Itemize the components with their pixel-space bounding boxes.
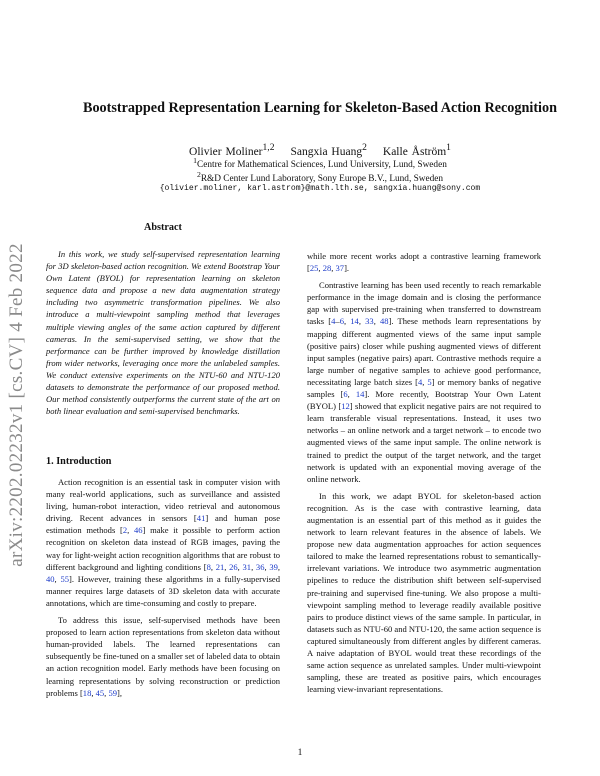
citation-link[interactable]: 28 — [322, 263, 332, 274]
paragraph-text: In this work, we adapt BYOL for skeleton-based action recognition. As is the case with contrastive learning, data augmentation is an essential part of this method as it guides the network to learn relevant features in the absence of labels. We propose new data augmentation approaches for action sequences tailored to make the learned representations robust to semantically-irrelevant variations. We introduce two asymmetric augmentation pipelines to reduce the distribution shift between self-supervised pre-training and supervised fine-tuning. We also propose a multi-viewpoint sampling method to leverage readily available positive pairs to produce distinct views of the same sample. In particular, in datasets such as NTU-60 and NTU-120, the same action sequence is captured simultaneously from different angles by different cameras. A naive adaptation of BYOL would treat these recordings of the same action sequence as unrelated samples. Under multi-viewpoint sampling, these are treated as positive pairs, which encourages learning view-invariant representations. — [307, 490, 541, 695]
abstract-paragraph: In this work, we study self-supervised representation learning for 3D skeleton-based action recognition. We extend Bootstrap Your Own Latent (BYOL) for representation learning on skeleton sequence data and propose a new data augmentation strategy including two asymmetric transformation pipelines. We also introduce a multi-viewpoint sampling method that leverages multiple viewing angles of the same action captured by different cameras. In the semi-supervised setting, we show that the performance can be further improved by knowledge distillation from wider networks, leveraging once more the unlabeled samples. We conduct extensive experiments on the NTU-60 and NTU-120 datasets to demonstrate the performance of our proposed method. Our method consistently outperforms the current state of the art on both linear evaluation and semi-supervised benchmarks. — [46, 249, 280, 417]
author-name: Kalle Åström — [382, 145, 447, 158]
citation-link[interactable]: 4 — [331, 316, 336, 327]
paragraph-text: ]. More recently, Bootstrap Your Own Latent (BYOL) [ — [307, 389, 542, 412]
citation-link[interactable]: 31 — [242, 561, 252, 572]
author-affiliation-marker: 2 — [362, 142, 367, 153]
paragraph-text: , — [331, 263, 336, 274]
citation-link[interactable]: 26 — [229, 561, 238, 572]
paragraph-text: ], — [117, 687, 122, 698]
paragraph-text: , — [54, 573, 61, 584]
body-paragraph — [307, 250, 541, 274]
paragraph-text: , — [358, 316, 366, 327]
citation-link[interactable]: 8 — [206, 561, 211, 572]
affiliation-text: Centre for Mathematical Sciences, Lund University, Lund, Sweden — [197, 160, 447, 171]
paragraph-text: ]. However, training these algorithms in a fully-supervised manner requires large datasets of 3D skeleton data with accurate annotations, which are time-consuming and costly to prepare. — [46, 573, 280, 608]
citation-link[interactable]: 6 — [343, 389, 348, 400]
citation-link[interactable]: 41 — [196, 513, 206, 524]
paragraph-text: , — [277, 561, 281, 572]
paragraph-text: ] or memory banks of negative samples [ — [307, 376, 541, 400]
author-affiliation-marker: 1 — [446, 142, 451, 153]
paragraph-text: , — [237, 561, 243, 572]
citation-link[interactable]: 5 — [427, 376, 432, 387]
section-heading: 1. Introduction — [46, 456, 112, 467]
paragraph-text: ] and human pose estimation methods [ — [46, 513, 281, 536]
paragraph-text: , — [264, 561, 270, 572]
paragraph-text: ] showed that explicit negative pairs are not required to learn transferable visual representations. Instead, it uses two networks – an online network and a target network – to encode two augmented views of the same input sample. The online network is trained to predict the output of the target network, and the target network is updated with an exponential moving average of the online network. — [307, 401, 541, 484]
citation-link[interactable]: 46 — [133, 525, 143, 536]
citation-link[interactable]: 21 — [215, 561, 225, 572]
citation-link[interactable]: 2 — [122, 525, 128, 536]
abstract-body — [46, 248, 280, 422]
body-paragraph — [307, 490, 541, 696]
citation-link[interactable]: 14 — [355, 389, 365, 400]
paragraph-text: , — [224, 561, 230, 572]
citation-link[interactable]: 4 — [417, 376, 423, 387]
paragraph-text: , — [347, 389, 356, 400]
citation-link[interactable]: 33 — [365, 316, 374, 327]
citation-link[interactable]: 39 — [269, 561, 278, 572]
paragraph-text: , — [422, 376, 428, 387]
author-name: Sangxia Huang — [290, 145, 363, 158]
body-paragraph — [46, 614, 280, 699]
citation-link[interactable]: 45 — [95, 687, 105, 698]
page-number: 1 — [297, 748, 303, 758]
paragraph-text: , — [373, 316, 380, 327]
affiliation-text: R&D Center Lund Laboratory, Sony Europe B.V., Lund, Sweden — [200, 174, 444, 185]
citation-link[interactable]: 14 — [350, 316, 359, 327]
citation-link[interactable]: 55 — [60, 573, 69, 584]
citation-link[interactable]: 48 — [380, 316, 389, 327]
affiliation-marker: 1 — [193, 156, 198, 165]
citation-link[interactable]: 37 — [335, 263, 345, 274]
intro-right-column — [307, 250, 541, 700]
arxiv-id-text: arXiv:2202.02232v1 [cs.CV] 4 Feb 2022 — [6, 243, 28, 567]
citation-link[interactable]: 40 — [46, 573, 55, 584]
paragraph-text: ]. — [344, 263, 350, 274]
citation-link[interactable]: 59 — [108, 687, 117, 698]
paragraph-text: while more recent works adopt a contrastive learning framework [ — [307, 251, 541, 274]
citation-link[interactable]: 12 — [341, 401, 350, 412]
intro-left-column — [46, 476, 280, 704]
paragraph-text: , — [104, 687, 109, 698]
paragraph-text: ] make it possible to perform action recognition on skeleton data instead of RGB images, paving the way for light-weight action recognition algorithms that are robust to different background and lighting conditions [ — [46, 525, 280, 572]
paragraph-text: , — [127, 525, 134, 536]
paragraph-text: , — [343, 316, 351, 327]
paragraph-text: Action recognition is an essential task in computer vision with many real-world applications, such as surveillance and assisted living, human-robot interaction, video retrieval and autonomous driving. Recent advances in sensors [ — [46, 477, 280, 524]
body-paragraph — [46, 476, 280, 609]
affiliation-line — [40, 170, 600, 184]
paragraph-text: To address this issue, self-supervised methods have been proposed to learn action representations from skeleton data without human-provided labels. The learned representations can subsequently be fine-tuned on a smaller set of labeled data to obtain an action recognition model. Early methods have been focusing on learning representations by solving reconstruction or prediction problems [ — [46, 615, 280, 698]
paragraph-text: , — [91, 687, 96, 698]
paragraph-text: – — [335, 316, 340, 327]
affiliation-line — [40, 156, 600, 170]
affiliation-marker: 2 — [196, 170, 201, 179]
author-affiliation-marker: 1,2 — [262, 142, 275, 153]
paragraph-text: , — [318, 263, 323, 274]
paragraph-text: Contrastive learning has been used recently to reach remarkable performance in the image domain and is closing the performance gap with supervised pre-training when transferred to downstream tasks [ — [307, 280, 541, 327]
author-name: Olivier Moliner — [189, 145, 263, 158]
paragraph-text: ]. These methods learn representations by mapping different augmented views of the same input sample (positive pairs) closer while pushing augmented views of different input samples (negative pairs) apart. Contrastive methods require a large number of negative samples to achieve good performance, necessitating large batch sizes [ — [307, 316, 541, 387]
author-emails: {olivier.moliner, karl.astrom}@math.lth.se, sangxia.huang@sony.com — [159, 184, 481, 193]
citation-link[interactable]: 18 — [82, 687, 92, 698]
paragraph-text: , — [210, 561, 216, 572]
abstract-heading: Abstract — [144, 222, 182, 233]
citation-link[interactable]: 36 — [255, 561, 265, 572]
paper-title: Bootstrapped Representation Learning for Skeleton-Based Action Recognition — [83, 100, 557, 116]
body-paragraph — [307, 279, 541, 485]
paragraph-text: , — [251, 561, 256, 572]
arxiv-side-identifier — [2, 215, 32, 595]
citation-link[interactable]: 25 — [309, 263, 319, 274]
citation-link[interactable]: 6 — [339, 316, 344, 327]
